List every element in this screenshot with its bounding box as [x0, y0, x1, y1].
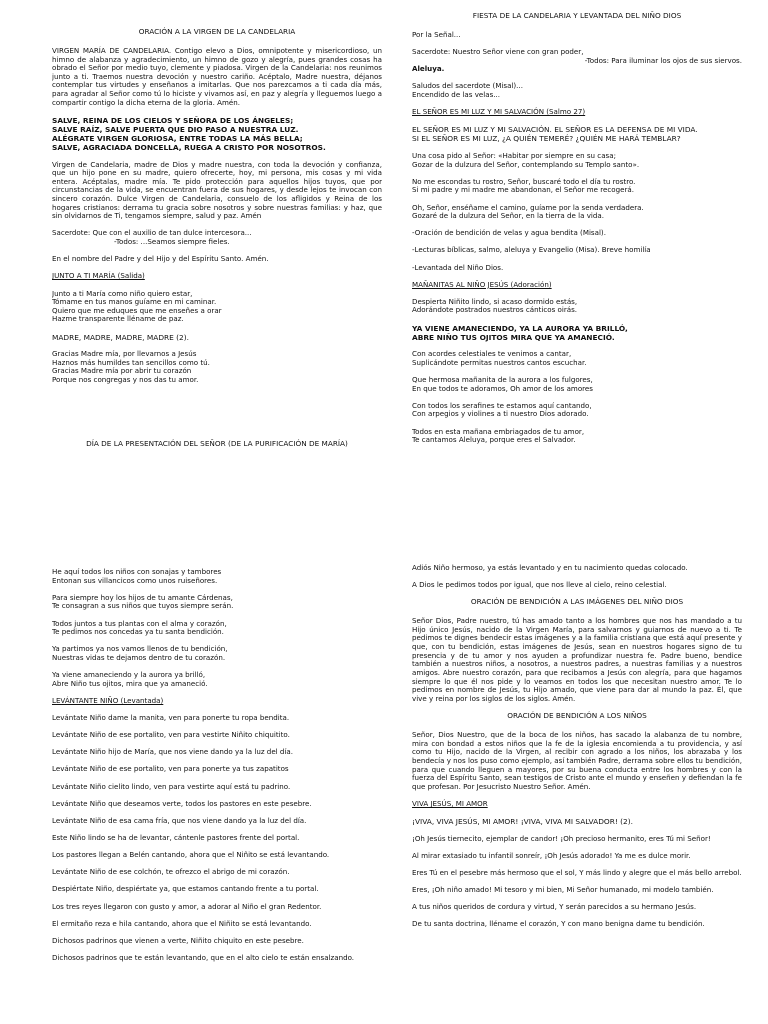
song-verse: Para siempre hoy los hijos de tu amante Cárdenas, Te consagran a sus niños que tuyos siempre serán.: [52, 592, 234, 611]
page1-right-column: [412, 0, 742, 512]
song-line: Levántate Niño de ese portalito, ven para ponerte ya tus zapatitos: [52, 764, 289, 774]
song-verse: Eres Tú en el pesebre más hermoso que el sol, Y más lindo y alegre que el más bello arrebol.: [412, 867, 742, 877]
liturgy-line: Saludos del sacerdote (Misal)... Encendido de las velas...: [412, 81, 523, 100]
song-verse: De tu santa doctrina, lléname el corazón, Y con mano benigna dame tu bendición.: [412, 919, 705, 929]
song-verse: Gracias Madre mía, por llevarnos a Jesús Haznos más humildes tan sencillos como tú. Gracias Madre mía por abrir tu corazón Porque nos congregas y nos das tu amor.: [52, 349, 210, 385]
song-line: Los tres reyes llegaron con gusto y amor, a adorar al Niño el gran Redentor.: [52, 901, 322, 911]
song-verse: Junto a ti María como niño quiero estar, Tómame en tus manos guíame en mi caminar. Quiero que me eduques que me enseñes a orar Hazme transparente lléname de paz.: [52, 288, 222, 324]
prayer-paragraph: Señor Dios, Padre nuestro, tú has amado tanto a los hombres que nos has mandado a tu Hijo único Jesús, nacido de la Virgen María, para salvarnos y guiarnos de nuevo a ti. Te pedimos te dignes bendecir estas imágenes y a la familia cristiana que está aquí presente y que, con tu bendición, estas imágenes de Jesús, sean en nuestros hogares signo de tu presencia y de tu amor y nos ayuden a profundizar nuestra fe. Padre bueno, bendice también a nuestros niños, a nosotros, a nuestros padres, a nuestras familias y a nuestros amigos. Abre nuestro corazón, para que recibamos a Jesús con alegría, para que hagamos siempre lo que él nos pide y lo veamos en todos los que necesitan nuestro amor. Te lo pedimos en nombre de Jesús, tu Hijo amado, que viene para dar al mundo la paz. Él, que vive y reina por los siglos de los siglos. Amén.: [412, 616, 742, 703]
song-chorus: ¡VIVA, VIVA JESÚS, MI AMOR! ¡VIVA, VIVA MI SALVADOR! (2).: [412, 817, 633, 827]
psalm-verse: Una cosa pido al Señor: «Habitar por siempre en su casa; Gozar de la dulzura del Señor, contemplando su Templo santo».: [412, 150, 640, 169]
salve-verse: SALVE, REINA DE LOS CIELOS Y SEÑORA DE LOS ÁNGELES; SALVE RAÍZ, SALVE PUERTA QUE DIO PASO A NUESTRA LUZ. ALÉGRATE VIRGEN GLORIOSA, ENTRE TODAS LA MÁS BELLA; SALVE, AGRACIADA DONCELLA, RUEGA A CRISTO POR NOSOTROS.: [52, 115, 326, 152]
song-verse: Eres, ¡Oh niño amado! Mi tesoro y mi bien, Mi Señor humanado, mi modelo también.: [412, 885, 714, 895]
section-title: ORACIÓN DE BENDICIÓN A LAS IMÁGENES DEL NIÑO DIOS: [470, 597, 684, 607]
song-verse: He aquí todos los niños con sonajas y tambores Entonan sus villancicos como unos ruiseñores.: [52, 567, 222, 585]
song-verse: ¡Oh Jesús tiernecito, ejemplar de candor! ¡Oh precioso hermanito, eres Tú mi Señor!: [412, 833, 711, 843]
liturgy-line: Por la Señal...: [412, 29, 461, 39]
document-page-2: [0, 512, 768, 1024]
song-line: Levántate Niño hijo de María, que nos viene dando ya la luz del día.: [52, 747, 293, 757]
prayer-paragraph: Señor, Dios Nuestro, que de la boca de los niños, has sacado la alabanza de tu nombre, mira con bondad a estos niños que la fe de la iglesia encomienda a tu providencia, y así como tu Hijo, nacido de la Virgen, al recibir con agrado a los niños, los abrazaba y los bendecía y nos los puso como ejemplo, así también Padre, derrama sobre ellos tu bendición, para que cuando lleguen a mayores, por su buena conducta entre los hombres y con la fuerza del Espíritu Santo, sean testigos de Cristo ante el mundo y enseñen y defiendan la fe que profesan. Por Jesucristo Nuestro Señor. Amén.: [412, 729, 742, 791]
song-line: Dichosos padrinos que vienen a verte, Niñito chiquito en este pesebre.: [52, 935, 304, 945]
page1-left-column: [52, 0, 382, 512]
song-heading: VIVA JESÚS, MI AMOR: [412, 798, 488, 808]
section-title: ORACIÓN A LA VIRGEN DE LA CANDELARIA: [138, 27, 296, 36]
song-line: Los pastores llegan a Belén cantando, ahora que el Niñito se está levantando.: [52, 850, 330, 860]
song-line: Levántate Niño de ese portalito, ven para vestirte Niñito chiquitito.: [52, 730, 290, 740]
all-response: -Todos: ...Seamos siempre fieles.: [114, 237, 230, 247]
song-verse: Al mirar extasiado tu infantil sonreír, ¡Oh Jesús adorado! Ya me es dulce morir.: [412, 850, 691, 860]
song-line: Levántate Niño de ese colchón, te ofrezco el abrigo de mi corazón.: [52, 867, 290, 877]
song-chorus: MADRE, MADRE, MADRE, MADRE (2).: [52, 332, 189, 342]
section-title: ORACIÓN DE BENDICIÓN A LOS NIÑOS: [507, 711, 647, 721]
song-line: A Dios le pedimos todos por igual, que nos lleve al cielo, reino celestial.: [412, 580, 667, 590]
song-verse: Ya partimos ya nos vamos llenos de tu bendición, Nuestras vidas te dejamos dentro de tu corazón.: [52, 644, 228, 662]
psalm-response: EL SEÑOR ES MI LUZ Y MI SALVACIÓN. EL SEÑOR ES LA DEFENSA DE MI VIDA. SI EL SEÑOR ES MI LUZ, ¿A QUIÉN TEMERÉ? ¿QUIÉN ME HARÁ TEMBLAR?: [412, 125, 698, 144]
all-response: -Todos: Para iluminar los ojos de sus siervos.: [584, 55, 742, 65]
song-verse: Ya viene amaneciendo y la aurora ya brilló, Abre Niño tus ojitos, mira que ya amaneció.: [52, 670, 208, 688]
prayer-paragraph: Virgen de Candelaria, madre de Dios y madre nuestra, con toda la devoción y confianza, que un hijo pone en su madre, quiero ofrecerte, hoy, mi persona, mis cosas y mi vida entera. Acéptalas, madre mía. Te pido protección para aquellos hijos tuyos, que por circunstancias de la vida, se encuentran fuera de sus hogares, y desde lejos te invocan con sincero corazón. Dulce Virgen de Candelaria, consuelo de los afligidos y Reina de los hogares cristianos: derrama tu gracia sobre nosotros y sobre nuestras familias: y haz, que sin olvidarnos de Ti, tengamos siempre, salud y paz. Amén: [52, 159, 382, 221]
liturgy-line: -Levantada del Niño Dios.: [412, 262, 504, 272]
psalm-verse: No me escondas tu rostro, Señor, buscaré todo el día tu rostro. Si mi padre y mi madre me abandonan, el Señor me recogerá.: [412, 176, 636, 195]
song-line: Dichosos padrinos que te están levantando, que en el alto cielo te están ensalzando.: [52, 953, 355, 963]
liturgy-line: -Oración de bendición de velas y agua bendita (Misal).: [412, 228, 606, 238]
song-line: Adiós Niño hermoso, ya estás levantado y en tu nacimiento quedas colocado.: [412, 563, 688, 572]
song-chorus: YA VIENE AMANECIENDO, YA LA AURORA YA BRILLÓ, ABRE NIÑO TUS OJITOS MIRA QUE YA AMANECIÓ.: [412, 323, 628, 342]
section-title: FIESTA DE LA CANDELARIA Y LEVANTADA DEL NIÑO DIOS: [472, 11, 682, 20]
song-heading: MAÑANITAS AL NIÑO JESÚS (Adoración): [412, 279, 552, 289]
song-heading: JUNTO A TI MARÍA (Salida): [52, 271, 145, 281]
song-line: Levántate Niño cielito lindo, ven para vestirte aquí está tu padrino.: [52, 781, 291, 791]
song-verse: Todos juntos a tus plantas con el alma y corazón, Te pedimos nos concedas ya tu santa bendición.: [52, 618, 227, 637]
song-line: Levántate Niño que deseamos verte, todos los pastores en este pesebre.: [52, 798, 312, 808]
psalm-heading: EL SEÑOR ES MI LUZ Y MI SALVACIÓN (Salmo 27): [412, 107, 586, 117]
liturgy-line: -Lecturas bíblicas, salmo, aleluya y Evangelio (Misa). Breve homilía: [412, 245, 651, 255]
song-line: Levántate Niño dame la manita, ven para ponerte tu ropa bendita.: [52, 713, 290, 723]
closing-line: En el nombre del Padre y del Hijo y del Espíritu Santo. Amén.: [52, 254, 269, 264]
song-heading: LEVÁNTANTE NIÑO (Levantada): [52, 695, 164, 705]
song-verse: Todos en esta mañana embriagados de tu amor, Te cantamos Aleluya, porque eres el Salvador.: [412, 426, 585, 445]
song-verse: A tus niños queridos de cordura y virtud, Y serán parecidos a su hermano Jesús.: [412, 902, 697, 912]
aleluya: Aleluya.: [412, 64, 445, 74]
song-line: Levántate Niño de esa cama fría, que nos viene dando ya la luz del día.: [52, 815, 307, 825]
priest-line: Sacerdote: Que con el auxilio de tan dulce intercesora...: [52, 228, 252, 238]
song-line: Despiértate Niño, despiértate ya, que estamos cantando frente a tu portal.: [52, 884, 319, 894]
psalm-verse: Oh, Señor, enséñame el camino, guíame por la senda verdadera. Gozaré de la dulzura del Señor, en la tierra de la vida.: [412, 202, 644, 221]
song-verse: Con acordes celestiales te venimos a cantar, Suplicándote permitas nuestros cantos escuchar.: [412, 349, 587, 367]
song-verse: Despierta Niñito lindo, si acaso dormido estás, Adorándote postrados nuestros cánticos oirás.: [412, 296, 578, 315]
song-verse: Con todos los serafines te estamos aquí cantando, Con arpegios y violines a ti nuestro Dios adorado.: [412, 400, 592, 419]
section-title: DÍA DE LA PRESENTACIÓN DEL SEÑOR (DE LA PURIFICACIÓN DE MARÍA): [86, 438, 348, 448]
song-line: Este Niño lindo se ha de levantar, cántenle pastores frente del portal.: [52, 833, 300, 843]
song-verse: Que hermosa mañanita de la aurora a los fulgores, En que todos te adoramos, Oh amor de los amores: [412, 374, 593, 393]
page2-left-column: [52, 512, 382, 1024]
priest-line: Sacerdote: Nuestro Señor viene con gran poder,: [412, 47, 584, 57]
page2-right-column: [412, 512, 742, 1024]
song-line: El ermitaño reza e hila cantando, ahora que el Niñito se está levantando.: [52, 918, 312, 928]
prayer-paragraph: VIRGEN MARÍA DE CANDELARIA. Contigo elevo a Dios, omnipotente y misericordioso, un himno de alabanza y agradecimiento, un himno de gozo y alegría, pues grandes cosas ha obrado el Señor por medio tuyo, clemente y piadosa. Virgen de la Candelaria: nos reunimos junto a ti. Traemos nuestra devoción y nuestro cariño. Acéptalo, Madre nuestra, déjanos contemplar tus virtudes y enseñanos a imitarlas. Que nos parezcamos a ti cada día más, para agradar al Señor como tú lo hiciste y vivamos así, en paz y alegría y lleguemos luego a compartir contigo la dicha eterna de la gloria. Amén.: [52, 45, 382, 107]
